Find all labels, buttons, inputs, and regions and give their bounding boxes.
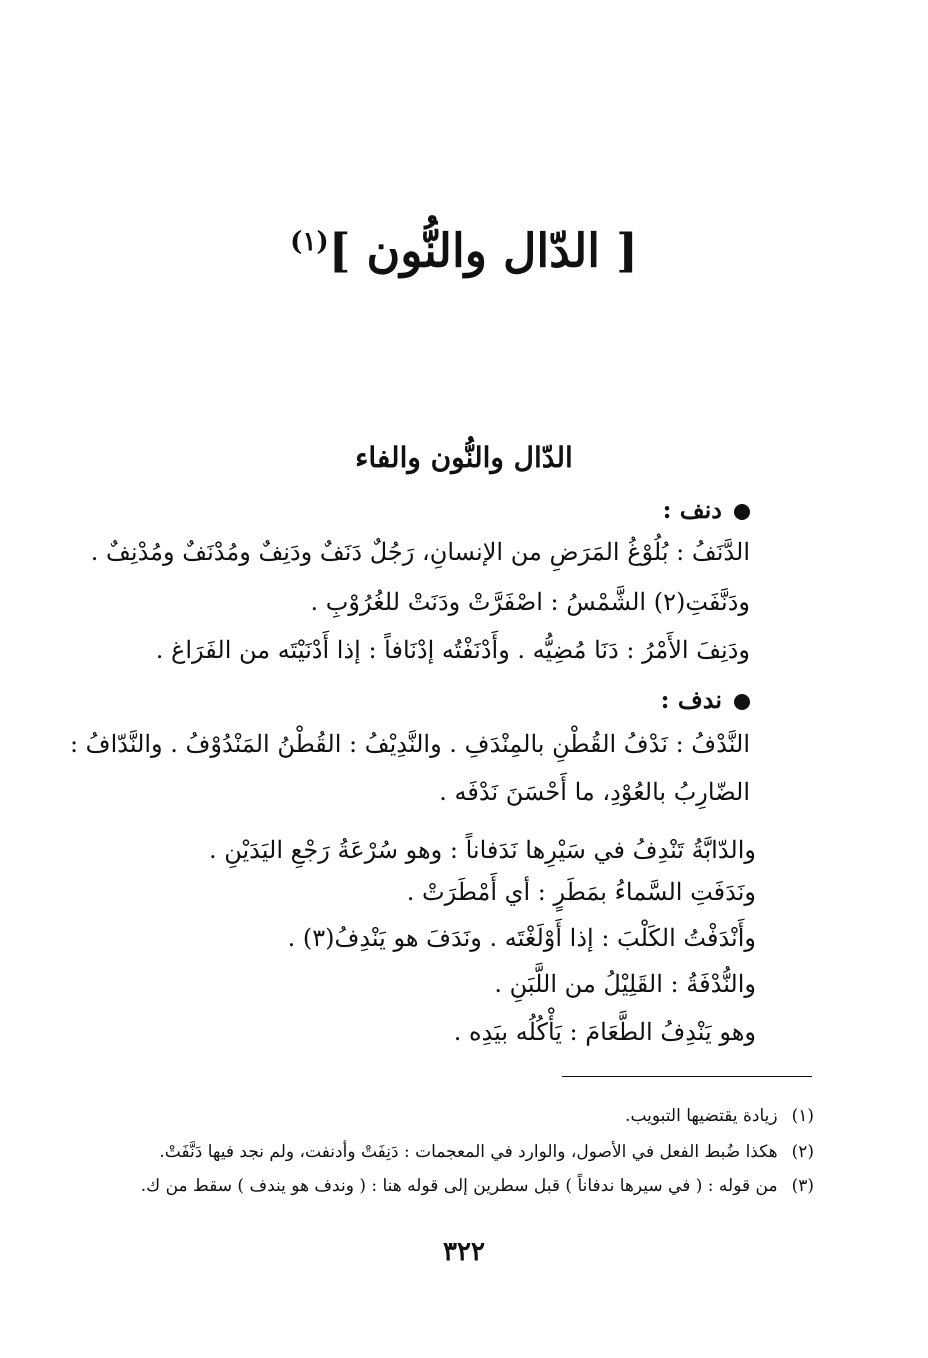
entry-line: والدّابَّةُ تَنْدِفُ في سَيْرِها نَدَفاناً : وهو سُرْعَةُ رَجْعِ اليَدَيْنِ .	[208, 836, 756, 864]
footnote-text: هكذا ضُبط الفعل في الأصول، والوارد في المعجمات : دَنِفَتْ وأدنفت، ولم نجد فيها دَنَّفَتْ.	[159, 1142, 778, 1162]
entry-line: ونَدَفَتِ السَّماءُ بمَطَرٍ : أي أَمْطَرَتْ .	[406, 878, 756, 906]
entry-head-danaf	[663, 492, 750, 528]
entry-line: الدَّنَفُ : بُلُوْغُ المَرَضِ من الإنسانِ، رَجُلٌ دَنَفٌ ودَنِفٌ ومُدْنَفٌ ومُدْنِفٌ .	[90, 538, 750, 566]
footnote-text: من قوله : ( في سيرها ندفاناً ) قبل سطرين إلى قوله هنا : ( وندف هو يندف ) سقط من ك.	[140, 1176, 778, 1196]
chapter-title	[0, 210, 928, 282]
entry-line: ودَنَّفَتِ(٢) الشَّمْسُ : اصْفَرَّتْ ودَنَتْ للغُرُوْبِ .	[310, 588, 750, 616]
entry-line: وهو يَنْدِفُ الطَّعَامَ : يَأْكُلُه بيَدِه .	[453, 1018, 756, 1046]
footnote-number: (٣)	[791, 1176, 814, 1196]
chapter-footnote-ref[interactable]: (١)	[290, 227, 329, 257]
entry-line: النَّدْفُ : نَدْفُ القُطْنِ بالمِنْدَفِ . والنَّدِيْفُ : القُطْنُ المَنْدُوْفُ . والنَّدّافُ :	[69, 730, 750, 758]
footnote-number: (١)	[791, 1106, 814, 1126]
footnote	[94, 1140, 814, 1164]
footnote-text: زيادة يقتضيها التبويب.	[625, 1106, 778, 1126]
footnote	[94, 1174, 814, 1198]
footnote	[94, 1104, 814, 1128]
entry-line: وأَنْدَفْتُ الكَلْبَ : إذا أَوْلَغْتَه . ونَدَفَ هو يَنْدِفُ(٣) .	[287, 924, 756, 952]
entry-line: والنُّدْفَةُ : القَلِيْلُ من اللَّبَنِ .	[494, 970, 756, 998]
chapter-title-text: [ الدّال والنُّون ]	[328, 223, 638, 278]
section-title: الدّال والنُّون والفاء	[355, 441, 573, 474]
entry-head-label: ندف :	[660, 685, 722, 714]
entry-head-label: دنف :	[662, 495, 722, 524]
footnote-divider	[562, 1076, 812, 1077]
bullet-icon	[734, 694, 750, 710]
bullet-icon	[734, 504, 750, 520]
page-number: ٣٢٢	[443, 1237, 485, 1267]
footnote-number: (٢)	[791, 1142, 814, 1162]
entry-line: الضّارِبُ بالعُوْدِ، ما أَحْسَنَ نَدْفَه .	[439, 778, 750, 806]
entry-line: ودَنِفَ الأَمْرُ : دَنَا مُضِيُّه . وأَدْنَفْتُه إدْنَافاً : إذا أَدْنَيْتَه من الفَرَاغ .	[155, 636, 750, 664]
entry-head-nadaf	[661, 682, 750, 718]
